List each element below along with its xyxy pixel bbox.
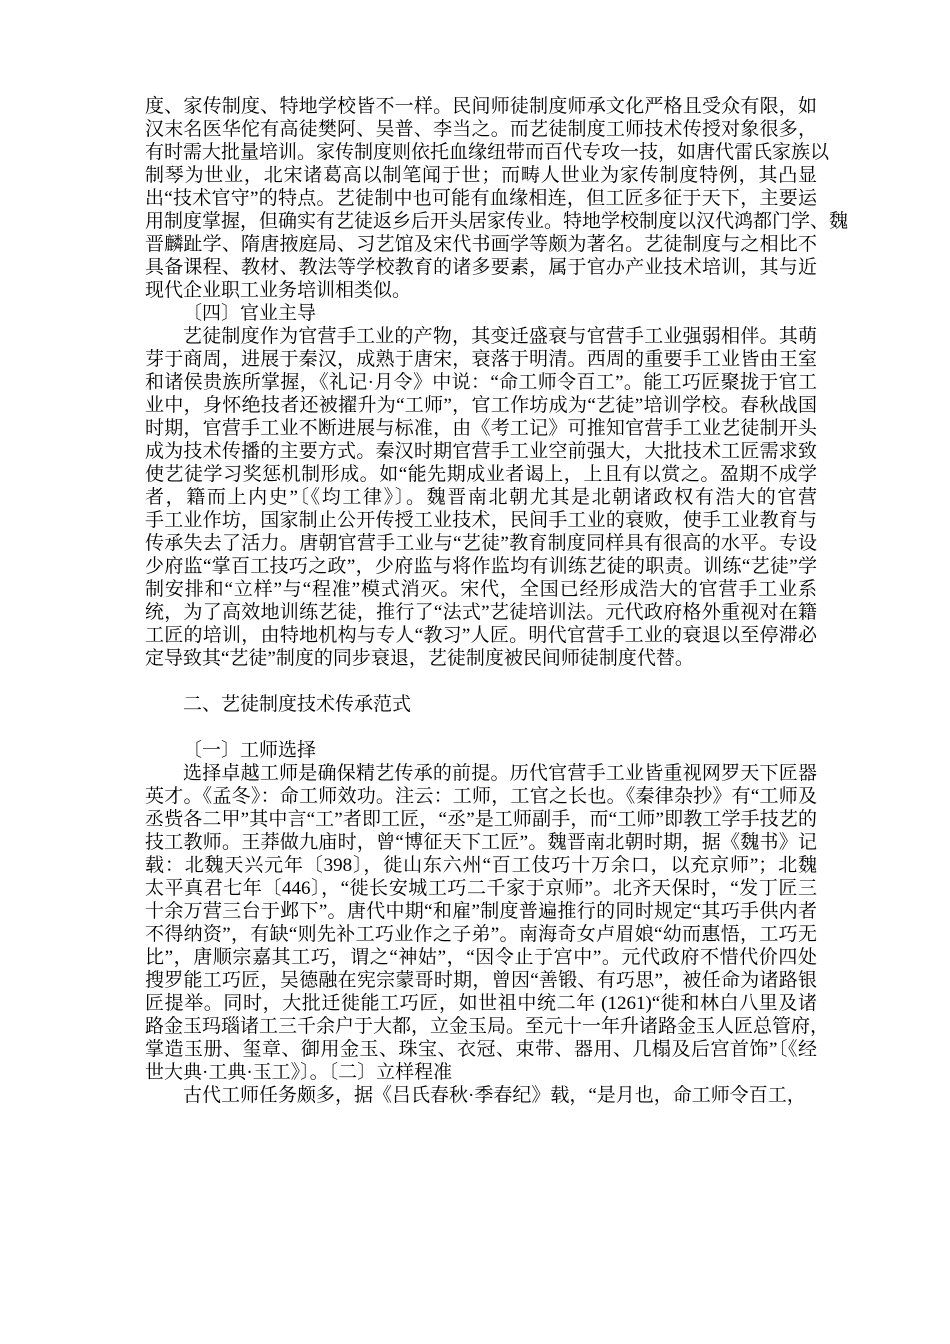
text-line: 〔四〕官业主导 (183, 303, 317, 324)
text-line: 〔一〕工师选择 (183, 740, 317, 761)
text-line: 晋麟趾学、隋唐掖庭局、习艺馆及宋代书画学等颇为著名。艺徒制度与之相比不 (145, 234, 817, 255)
text-line: 丞赀各二甲”其中言“工”者即工匠，“丞”是工师副手，而“工师”即教工学手技艺的 (145, 809, 817, 830)
text-line: 不得纳资”，有缺“则先补工巧业作之子弟”。南海奇女卢眉娘“幼而惠悟，工巧无 (145, 924, 817, 945)
text-line: 搜罗能工巧匠，吴德融在宪宗蒙哥时期，曾因“善锻、有巧思”，被任命为诸路银 (145, 970, 817, 991)
text-line: 统，为了高效地训练艺徒，推行了“法式”艺徒培训法。元代政府格外重视对在籍 (145, 602, 817, 623)
text-line: 匠提举。同时，大批迁徙能工巧匠，如世祖中统二年 (1261)“徙和林白八里及诸 (145, 993, 817, 1014)
text-line: 使艺徒学习奖惩机制形成。如“能先期成业者谒上，上且有以赏之。盈期不成学 (145, 464, 817, 485)
text-line: 古代工师任务颇多，据《吕氏春秋·季春纪》载，“是月也，命工师令百工， (183, 1085, 806, 1106)
text-line: 出“技术官守”的特点。艺徒制中也可能有血缘相连，但工匠多征于天下，主要运 (145, 188, 817, 209)
text-line: 少府监“掌百工技巧之政”，少府监与将作监均有训练艺徒的职责。训练“艺徒”学 (145, 556, 817, 577)
text-line: 传承失去了活力。唐朝官营手工业与“艺徒”教育制度同样具有很高的水平。专设 (145, 533, 817, 554)
text-line: 用制度掌握，但确实有艺徒返乡后开头居家传业。特地学校制度以汉代鸿都门学、魏 (145, 211, 849, 232)
text-line: 成为技术传播的主要方式。秦汉时期官营手工业空前强大，大批技术工匠需求致 (145, 441, 817, 462)
text-line: 英才。《孟冬》：命工师效功。注云：工师，工官之长也。《秦律杂抄》有“工师及 (145, 786, 817, 807)
text-line: 度、家传制度、特地学校皆不一样。民间师徒制度师承文化严格且受众有限，如 (145, 96, 817, 117)
text-line: 汉末名医华佗有高徒樊阿、吴普、李当之。而艺徒制度工师技术传授对象很多， (145, 119, 817, 140)
text-line: 有时需大批量培训。家传制度则依托血缘纽带而百代专攻一技，如唐代雷氏家族以 (145, 142, 830, 163)
document-body (145, 95, 849, 1107)
text-line: 和诸侯贵族所掌握，《礼记·月令》中说：“命工师令百工”。能工巧匠聚拢于官工 (145, 372, 817, 393)
text-line: 业中，身怀绝技者还被擢升为“工师”，官工作坊成为“艺徒”培训学校。春秋战国 (145, 395, 817, 416)
text-line: 具备课程、教材、教法等学校教育的诸多要素，属于官办产业技术培训，其与近 (145, 257, 817, 278)
text-line: 技工教师。王莽做九庙时，曾“博征天下工匠”。魏晋南北朝时期，据《魏书》记 (145, 832, 817, 853)
text-line: 路金玉玛瑙诸工三千余户于大都，立金玉局。至元十一年升诸路金玉人匠总管府， (145, 1016, 830, 1037)
text-line: 十余万营三台于邺下”。唐代中期“和雇”制度普遍推行的同时规定“其巧手供内者 (145, 901, 817, 922)
section-heading: 二、艺徒制度技术传承范式 (183, 694, 412, 715)
text-line: 者，籍而上内史”〔《均工律》〕。魏晋南北朝尤其是北朝诸政权有浩大的官营 (145, 487, 817, 508)
text-line: 芽于商周，进展于秦汉，成熟于唐宋，衰落于明清。西周的重要手工业皆由王室 (145, 349, 817, 370)
blank-line (145, 716, 817, 739)
text-line: 选择卓越工师是确保精艺传承的前提。历代官营手工业皆重视网罗天下匠器 (183, 763, 817, 784)
text-line: 制安排和“立样”与“程准”模式消灭。宋代，全国已经形成浩大的官营手工业系 (145, 579, 817, 600)
text-line: 艺徒制度作为官营手工业的产物，其变迁盛衰与官营手工业强弱相伴。其萌 (183, 326, 817, 347)
text-line: 载：北魏天兴元年〔398〕，徙山东六州“百工伎巧十万余口，以充京师”；北魏 (145, 855, 817, 876)
text-line: 比”，唐顺宗嘉其工巧，谓之“神姑”，“因令止于宫中”。元代政府不惜代价四处 (145, 947, 817, 968)
text-line: 世大典·工典·玉工》〕。〔二〕立样程准 (145, 1062, 453, 1083)
text-line: 定导致其“艺徒”制度的同步衰退，艺徒制度被民间师徒制度代替。 (145, 648, 694, 669)
blank-line (145, 670, 817, 693)
text-line: 手工业作坊，国家制止公开传授工业技术，民间手工业的衰败，使手工业教育与 (145, 510, 817, 531)
text-line: 现代企业职工业务培训相类似。 (145, 280, 412, 301)
text-line: 掌造玉册、玺章、御用金玉、珠宝、衣冠、束带、器用、几榻及后宫首饰”〔《经 (145, 1039, 817, 1060)
text-line: 时期，官营手工业不断进展与标准，由《考工记》可推知官营手工业艺徒制开头 (145, 418, 817, 439)
text-line: 工匠的培训，由特地机构与专人“教习”人匠。明代官营手工业的衰退以至停滞必 (145, 625, 817, 646)
text-line: 制琴为世业，北宋诸葛高以制笔闻于世；而畴人世业为家传制度特例，其凸显 (145, 165, 817, 186)
text-line: 太平真君七年〔446〕，“徙长安城工巧二千家于京师”。北齐天保时，“发丁匠三 (145, 878, 817, 899)
